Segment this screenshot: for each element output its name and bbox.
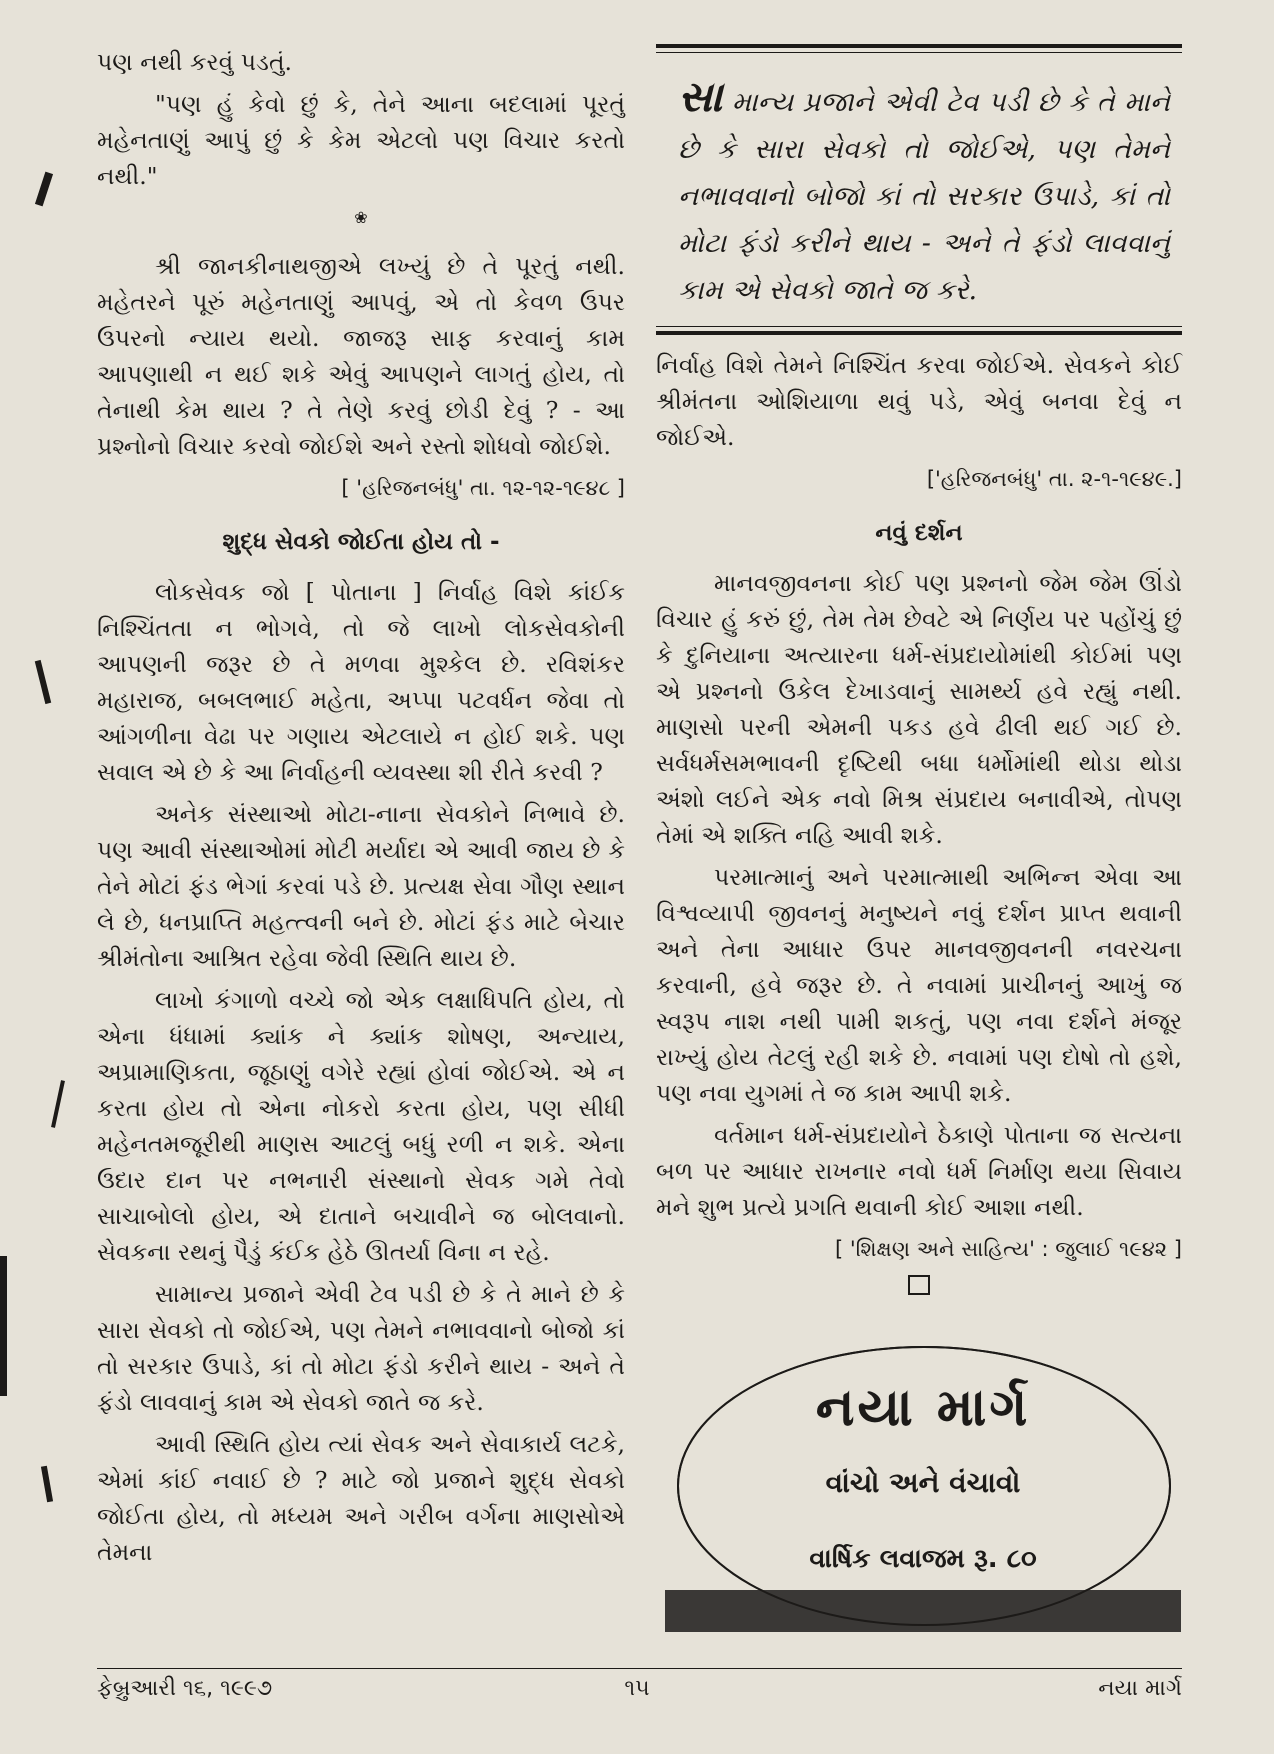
paragraph: શ્રી જાનકીનાથજીએ લખ્યું છે તે પૂરતું નથી. મહેતરને પૂરું મહેનતાણું આપવું, એ તો કેવળ ઉપર ઉપરનો ન્યાય થયો. જાજરૂ સાફ કરવાનું કામ આપણાથી ન થઈ શકે એવું આપણને લાગતું હોય, તો તેનાથી કેમ થાય ? તે તેણે કરવું છોડી દેવું ? - આ પ્રશ્નોનો વિચાર કરવો જોઈશે અને રસ્તો શોધવો જોઈશે.	[97, 252, 625, 460]
pull-quote-top-rule	[656, 44, 1182, 48]
source-citation: [ 'શિક્ષણ અને સાહિત્ય' : જુલાઈ ૧૯૪૨ ]	[834, 1237, 1182, 1261]
paragraph: માનવજીવનના કોઈ પણ પ્રશ્નનો જેમ જેમ ઊંડો વિચાર હું કરું છું, તેમ તેમ છેવટે એ નિર્ણય પર પહોંચું છું કે દુનિયાના અત્યારના ધર્મ-સંપ્રદાયોમાંથી કોઈમાં પણ એ પ્રશ્નનો ઉકેલ દેખાડવાનું સામર્થ્ય હવે રહ્યું નથી. માણસો પરની એમની પકડ હવે ઢીલી થઈ ગઈ છે. સર્વધર્મસમભાવની દૃષ્ટિથી બધા ધર્મોમાંથી થોડા થોડા અંશો લઈને એક નવો મિશ્ર સંપ્રદાય બનાવીએ, તોપણ તેમાં એ શક્તિ નહિ આવી શકે.	[656, 569, 1182, 849]
paragraph: વર્તમાન ધર્મ-સંપ્રદાયોને ઠેકાણે પોતાના જ સત્યના બળ પર આધાર રાખનાર નવો ધર્મ નિર્માણ થયા સિવાય મને શુભ પ્રત્યે પ્રગતિ થવાની કોઈ આશા નથી.	[656, 1121, 1182, 1221]
source-citation: ['હરિજનબંધુ' તા. ૨-૧-૧૯૪૯.]	[926, 467, 1182, 491]
ad-dark-bar	[665, 1590, 1181, 1632]
section-heading: નવું દર્શન	[875, 520, 963, 546]
paragraph: અનેક સંસ્થાઓ મોટા-નાના સેવકોને નિભાવે છે. પણ આવી સંસ્થાઓમાં મોટી મર્યાદા એ આવી જાય છે કે તેને મોટાં ફંડ ભેગાં કરવાં પડે છે. પ્રત્યક્ષ સેવા ગૌણ સ્થાન લે છે, ધનપ્રાપ્તિ મહત્ત્વની બને છે. મોટાં ફંડ માટે બેચાર શ્રીમંતોના આશ્રિત રહેવા જેવી સ્થિતિ થાય છે.	[97, 800, 625, 972]
right-column	[656, 44, 1182, 1295]
paragraph: આવી સ્થિતિ હોય ત્યાં સેવક અને સેવાકાર્ય લટકે, એમાં કાંઈ નવાઈ છે ? માટે જો પ્રજાને શુદ્ધ સેવકો જોઈતા હોય, તો મધ્યમ અને ગરીબ વર્ગના માણસોએ તેમના	[97, 1430, 625, 1566]
left-column	[97, 44, 625, 1576]
source-citation: [ 'હરિજનબંધુ' તા. ૧૨-૧૨-૧૯૪૮ ]	[341, 476, 625, 500]
section-separator-icon: ❀	[354, 208, 368, 227]
end-mark-icon	[908, 1275, 930, 1295]
subscription-ad	[665, 1338, 1181, 1642]
binding-mark	[0, 1256, 7, 1396]
pull-quote-dropcap: સા	[678, 72, 723, 121]
binding-mark	[35, 660, 51, 704]
pull-quote-text: માન્ય પ્રજાને એવી ટેવ પડી છે કે તે માને છે કે સારા સેવકો તો જોઈએ, પણ તેમને નભાવવાનો બોજો કાં તો સરકાર ઉપાડે, કાં તો મોટા ફંડો કરીને થાય - અને તે ફંડો લાવવાનું કામ એ સેવકો જાતે જ કરે.	[678, 87, 1170, 306]
paragraph: પણ નથી કરવું પડતું.	[97, 48, 292, 76]
paragraph: સામાન્ય પ્રજાને એવી ટેવ પડી છે કે તે માને છે કે સારા સેવકો તો જોઈએ, પણ તેમને નભાવવાનો બોજો કાં તો સરકાર ઉપાડે, કાં તો મોટા ફંડો કરીને થાય - અને તે ફંડો લાવવાનું કામ એ સેવકો જાતે જ કરે.	[97, 1280, 625, 1416]
pull-quote-bottom-rule-thin	[656, 326, 1182, 327]
footer-rule	[97, 1668, 1182, 1669]
binding-mark	[41, 1466, 53, 1502]
paragraph: પરમાત્માનું અને પરમાત્માથી અભિન્ન એવા આ વિશ્વવ્યાપી જીવનનું મનુષ્યને નવું દર્શન પ્રાપ્ત થવાની અને તેના આધાર ઉપર માનવજીવનની નવરચના કરવાની, હવે જરૂર છે. તે નવામાં પ્રાચીનનું આખું જ સ્વરૂપ નાશ નથી પામી શકતું, પણ નવા દર્શને મંજૂર રાખ્યું હોય તેટલું રહી શકે છે. નવામાં પણ દોષો તો હશે, પણ નવા યુગમાં તે જ કામ આપી શકે.	[656, 863, 1182, 1107]
pull-quote	[656, 53, 1182, 326]
paragraph: નિર્વાહ વિશે તેમને નિશ્ચિંત કરવા જોઈએ. સેવકને કોઈ શ્રીમંતના ઓશિયાળા થવું પડે, એવું બનવા દેવું ન જોઈએ.	[656, 351, 1182, 451]
pull-quote-bottom-rule	[656, 331, 1182, 335]
quote-paragraph: "પણ હું કેવો છું કે, તેને આના બદલામાં પૂરતું મહેનતાણું આપું છું કે કેમ એટલો પણ વિચાર કરતો નથી."	[97, 90, 625, 190]
ad-price: વાર્ષિક લવાજમ રૂ. ૮૦	[809, 1544, 1037, 1574]
section-heading: શુદ્ધ સેવકો જોઈતા હોય તો -	[222, 529, 500, 555]
binding-mark	[51, 1080, 65, 1128]
page-number: ૧૫	[624, 1676, 650, 1701]
ad-title: નયા માર્ગ	[815, 1378, 1031, 1438]
footer-date: ફેબ્રુઆરી ૧૬, ૧૯૯૭	[97, 1676, 273, 1701]
paragraph: લાખો કંગાળો વચ્ચે જો એક લક્ષાધિપતિ હોય, તો એના ધંધામાં ક્યાંક ને ક્યાંક શોષણ, અન્યાય, અપ્રામાણિકતા, જૂઠાણું વગેરે રહ્યાં હોવાં જોઈએ. એ ન કરતા હોય તો એના નોકરો કરતા હોય, પણ સીધી મહેનતમજૂરીથી માણસ આટલું બધું રળી ન શકે. એના ઉદાર દાન પર નભનારી સંસ્થાનો સેવક ગમે તેવો સાચાબોલો હોય, એ દાતાને બચાવીને જ બોલવાનો. સેવકના રથનું પૈડું કંઈક હેઠે ઊતર્યા વિના ન રહે.	[97, 986, 625, 1266]
binding-mark	[35, 172, 53, 207]
paragraph: લોકસેવક જો [ પોતાના ] નિર્વાહ વિશે કાંઈક નિશ્ચિંતતા ન ભોગવે, તો જે લાખો લોકસેવકોની આપણની જરૂર છે તે મળવા મુશ્કેલ છે. રવિશંકર મહારાજ, બબલભાઈ મહેતા, અપ્પા પટવર્ધન જેવા તો આંગળીના વેઢા પર ગણાય એટલાયે ન હોઈ શકે. પણ સવાલ એ છે કે આ નિર્વાહની વ્યવસ્થા શી રીતે કરવી ?	[97, 578, 625, 786]
ad-subtitle: વાંચો અને વંચાવો	[825, 1466, 1021, 1499]
footer-publication: નયા માર્ગ	[1098, 1676, 1182, 1701]
